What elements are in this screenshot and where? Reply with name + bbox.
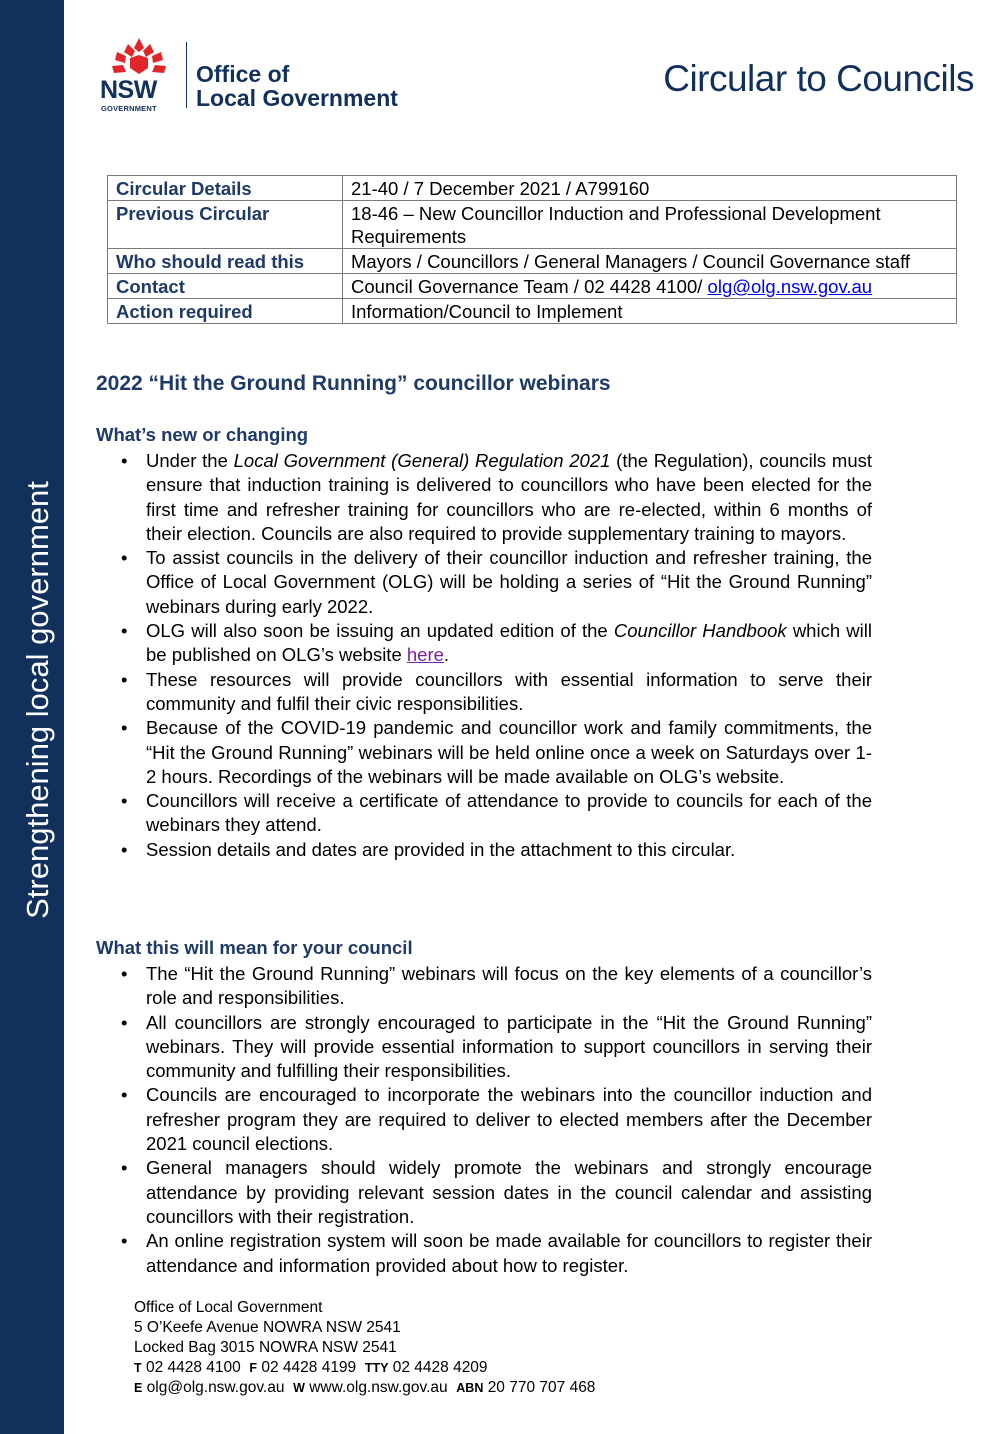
table-row [108,201,957,249]
footer-phone-line [134,1358,595,1378]
contact-text: Council Governance Team / 02 4428 4100/ [351,276,708,297]
contact-email-link[interactable]: olg@olg.nsw.gov.au [707,276,873,297]
text-run: Under the [146,450,234,471]
email-value: olg@olg.nsw.gov.au [146,1379,285,1396]
whats-new-list [146,449,872,862]
email-label: E [134,1381,143,1395]
nsw-wordmark: NSW [100,76,157,104]
list-item: • Because of the COVID-19 pandemic and councillor work and family commitments, the “Hit the Ground Running” webinars will be held online once a week on Saturdays over 1-2 hours. Recordings of the webinars will be made available on OLG’s website. [146,716,872,789]
action-required-label: Action required [108,299,343,324]
regulation-title: Local Government (General) Regulation 2021 [233,450,611,471]
list-item: • Councils are encouraged to incorporate the webinars into the councillor induction and refresher program they are required to deliver to elected members after the December 2021 council elections. [146,1083,872,1156]
footer-postal-address: Locked Bag 3015 NOWRA NSW 2541 [134,1339,397,1356]
action-required-value: Information/Council to Implement [343,299,957,324]
text-run: . [443,644,450,666]
previous-circular-label: Previous Circular [108,201,343,249]
contact-value [343,274,957,299]
agency-name [196,62,398,110]
tty-label: TTY [364,1361,389,1375]
circular-details-value: 21-40 / 7 December 2021 / A799160 [343,176,957,201]
waratah-icon [108,36,170,78]
circular-details-table [107,175,957,324]
agency-name-line1: Office of [196,61,290,87]
abn-label: ABN [456,1381,484,1395]
table-row [108,249,957,274]
sidebar-tagline: Strengthening local government [20,481,55,919]
handbook-title: Councillor Handbook [613,620,787,642]
tty-value: 02 4428 4209 [392,1359,488,1376]
nsw-government-label: GOVERNMENT [101,104,157,113]
footer-contact-block [134,1298,595,1398]
nsw-olg-logo [100,36,460,116]
website-label: W [293,1381,305,1395]
phone-value: 02 4428 4100 [145,1359,241,1376]
circular-heading: 2022 “Hit the Ground Running” councillor webinars [96,372,611,395]
logo-divider [186,42,187,108]
handbook-link[interactable]: here [406,644,444,666]
list-item: • These resources will provide councillors with essential information to serve their community and fulfil their civic responsibilities. [146,668,872,717]
section-heading-what-this-means: What this will mean for your council [96,937,413,958]
footer-org: Office of Local Government [134,1299,323,1316]
sidebar-band [0,0,64,1434]
what-this-means-list [146,962,872,1278]
previous-circular-value: 18-46 – New Councillor Induction and Professional Development Requirements [343,201,957,249]
list-item: • Session details and dates are provided in the attachment to this circular. [146,838,872,862]
circular-details-label: Circular Details [108,176,343,201]
table-row [108,274,957,299]
list-item: • To assist councils in the delivery of their councillor induction and refresher training, the Office of Local Government (OLG) will be holding a series of “Hit the Ground Running” webinars during early 2022. [146,546,872,619]
agency-name-line2: Local Government [196,85,398,111]
document-type-title: Circular to Councils [663,58,974,99]
list-item: • An online registration system will soon be made available for councillors to register their attendance and information provided about how to register. [146,1229,872,1278]
abn-value: 20 770 707 468 [487,1379,596,1396]
fax-value: 02 4428 4199 [261,1359,357,1376]
list-item: • All councillors are strongly encouraged to participate in the “Hit the Ground Running” webinars. They will provide essential information to support councillors in serving their community and fulfilling their responsibilities. [146,1011,872,1084]
list-item: • Councillors will receive a certificate of attendance to provide to councils for each of the webinars they attend. [146,789,872,838]
list-item: • General managers should widely promote the webinars and strongly encourage attendance by providing relevant session dates in the council calendar and assisting councillors with their registration. [146,1156,872,1229]
list-item: • The “Hit the Ground Running” webinars will focus on the key elements of a councillor’s role and responsibilities. [146,962,872,1011]
footer-street-address: 5 O’Keefe Avenue NOWRA NSW 2541 [134,1319,401,1336]
phone-label: T [134,1361,142,1375]
table-row [108,176,957,201]
text-run: which will be published on OLG’s website [146,620,872,666]
website-value: www.olg.nsw.gov.au [309,1379,448,1396]
text-run: (the Regulation), councils must ensure that induction training is delivered to councillors who have been elected for the first time and refresher training for councillors who are re-elected, within 6 months of their election. Councils are also required to provide supplementary training to mayors. [146,450,873,544]
audience-value: Mayors / Councillors / General Managers / Council Governance staff [343,249,957,274]
footer-web-line [134,1378,595,1398]
text-run: OLG will also soon be issuing an updated edition of the [146,620,614,642]
table-row [108,299,957,324]
contact-label: Contact [108,274,343,299]
fax-label: F [249,1361,258,1375]
list-item [146,449,872,546]
list-item [146,619,872,668]
section-heading-whats-new: What’s new or changing [96,424,309,445]
audience-label: Who should read this [108,249,343,274]
